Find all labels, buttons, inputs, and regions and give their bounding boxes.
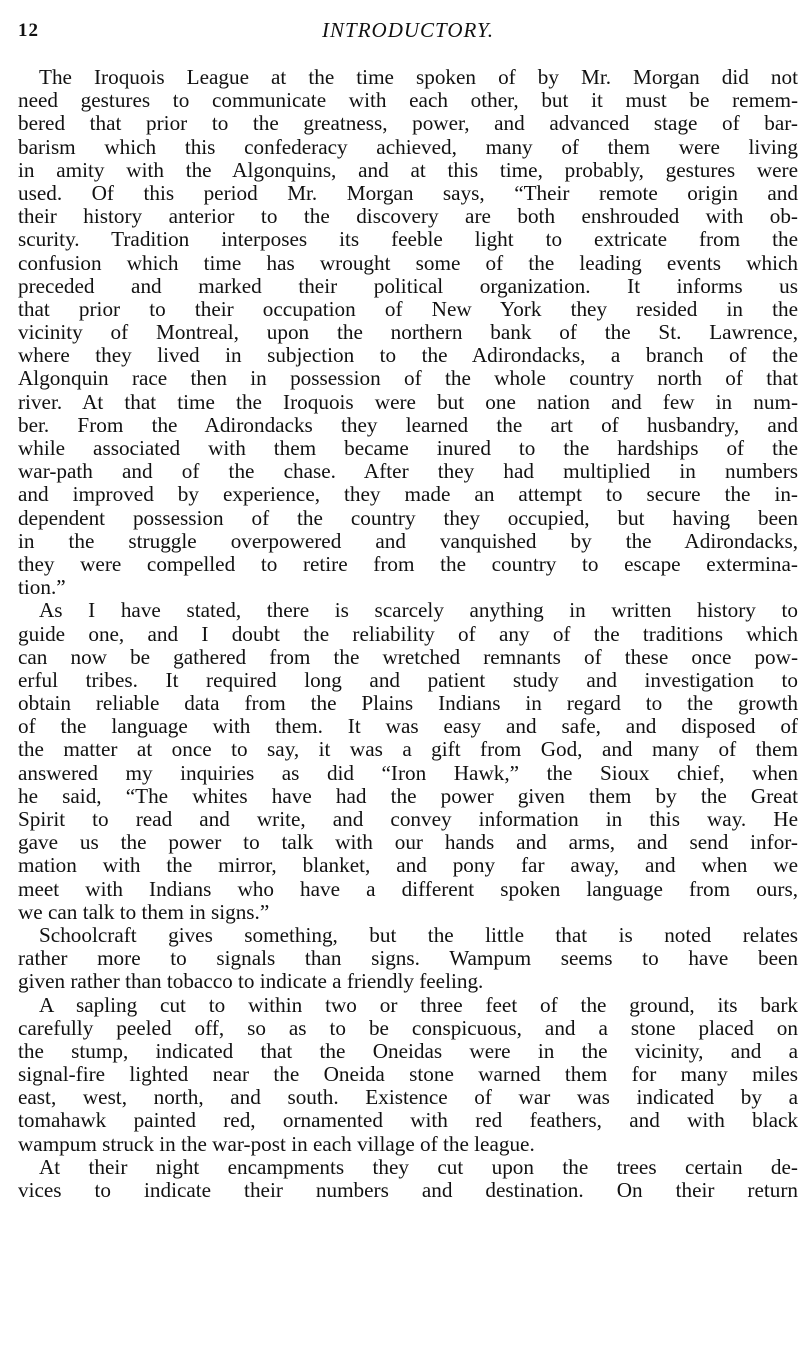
text-line: obtain reliable data from the Plains Indians in regard to the growth [18,691,798,716]
text-line: where they lived in subjection to the Adirondacks, a branch of the [18,343,798,368]
text-line: the matter at once to say, it was a gift from God, and many of them [18,737,798,762]
text-line: they were compelled to retire from the country to escape extermina- [18,551,798,576]
text-line: scurity. Tradition interposes its feeble light to extricate from the [18,227,798,252]
text-line: used. Of this period Mr. Morgan says, “Their remote origin and [18,180,798,205]
text-line: signal-fire lighted near the Oneida stone warned them for many miles [18,1062,798,1087]
page-number: 12 [18,20,39,41]
text-line: their history anterior to the discovery are both enshrouded with ob- [18,204,798,229]
running-head [18,8,798,48]
text-line: gave us the power to talk with our hands and arms, and send infor- [18,830,798,855]
text-line: vicinity of Montreal, upon the northern bank of the St. Lawrence, [18,320,798,345]
text-line: As I have stated, there is scarcely anything in written history to [39,598,798,623]
text-line: mation with the mirror, blanket, and pony far away, and when we [18,853,798,878]
text-line: meet with Indians who have a different spoken language from ours, [18,876,798,901]
text-line: dependent possession of the country they occupied, but having been [18,505,798,530]
text-line: we can talk to them in signs.” [18,899,270,924]
text-line: Algonquin race then in possession of the whole country north of that [18,366,798,391]
text-line: barism which this confederacy achieved, many of them were living [18,134,798,159]
text-line: The Iroquois League at the time spoken of by Mr. Morgan did not [39,65,798,89]
text-line: erful tribes. It required long and patient study and investigation to [18,667,798,692]
text-line: the stump, indicated that the Oneidas were in the vicinity, and a [18,1038,798,1063]
text-line: in amity with the Algonquins, and at this time, probably, gestures were [18,157,798,182]
text-line: can now be gathered from the wretched remnants of these once pow- [18,644,798,669]
text-line: need gestures to communicate with each other, but it must be remem- [18,88,798,113]
text-line: ber. From the Adirondacks they learned the art of husbandry, and [18,412,798,437]
text-line: and improved by experience, they made an attempt to secure the in- [18,482,798,507]
text-line: given rather than tobacco to indicate a friendly feeling. [18,969,484,994]
text-line: rather more to signals than signs. Wampum seems to have been [18,946,798,971]
text-line: At their night encampments they cut upon the trees certain de- [39,1154,798,1179]
text-line: Schoolcraft gives something, but the little that is noted relates [39,922,798,947]
text-line: wampum struck in the war-post in each village of the league. [18,1131,535,1156]
text-line: while associated with them became inured to the hardships of the [18,436,798,460]
text-line: Spirit to read and write, and convey information in this way. He [18,807,798,831]
text-line: in the struggle overpowered and vanquished by the Adirondacks, [18,528,798,553]
text-line: answered my inquiries as did “Iron Hawk,” the Sioux chief, when [18,760,798,785]
text-line: carefully peeled off, so as to be conspicuous, and a stone placed on [18,1015,798,1040]
body-text [18,66,798,1202]
text-line: guide one, and I doubt the reliability of any of the traditions which [18,621,798,646]
book-page [18,8,798,1366]
text-line: of the language with them. It was easy and safe, and disposed of [18,714,798,739]
text-line: east, west, north, and south. Existence of war was indicated by a [18,1085,798,1110]
text-line: vices to indicate their numbers and destination. On their return [18,1178,798,1202]
text-line: he said, “The whites have had the power given them by the Great [18,783,798,808]
text-line: war-path and of the chase. After they had multiplied in numbers [18,459,798,484]
text-line: A sapling cut to within two or three feet of the ground, its bark [39,992,798,1017]
text-line: confusion which time has wrought some of the leading events which [18,250,798,275]
running-title: INTRODUCTORY. [322,18,494,42]
text-line: river. At that time the Iroquois were but one nation and few in num- [18,389,798,414]
text-line: bered that prior to the greatness, power, and advanced stage of bar- [18,111,798,136]
text-line: tion.” [18,575,66,600]
text-line: that prior to their occupation of New York they resided in the [18,296,798,321]
text-line: tomahawk painted red, ornamented with red feathers, and with black [18,1108,798,1133]
text-line: preceded and marked their political organization. It informs us [18,273,798,298]
